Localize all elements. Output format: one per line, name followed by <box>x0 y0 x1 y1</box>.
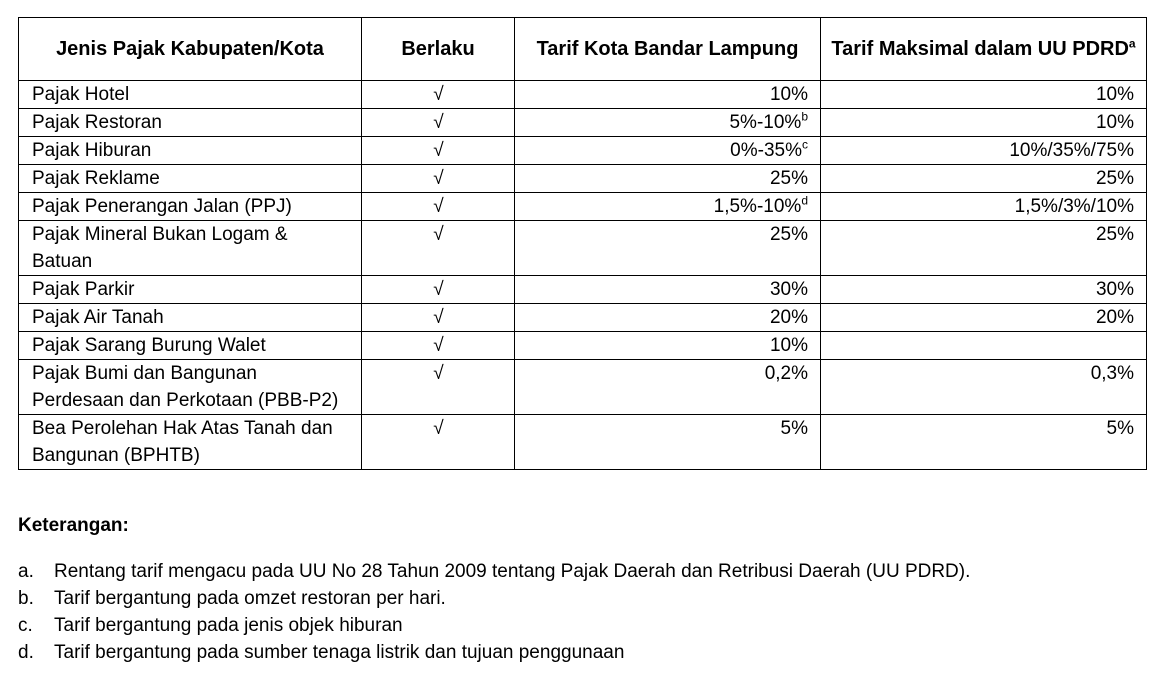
cell-tarif-kota <box>515 165 821 193</box>
cell-tarif-kota-value: 1,5%-10% <box>713 196 802 217</box>
cell-tarif-kota-value: 5% <box>780 418 808 439</box>
notes-section <box>18 512 1138 666</box>
table-row <box>19 276 1147 304</box>
cell-tarif-kota-footnote: c <box>802 137 808 152</box>
header-tarif-maksimal-text: Tarif Maksimal dalam UU PDRD <box>831 37 1129 60</box>
cell-berlaku: √ <box>362 81 515 109</box>
cell-jenis: Pajak Bumi dan Bangunan Perdesaan dan Perkotaan (PBB-P2) <box>19 360 362 415</box>
note-letter: c. <box>18 615 33 636</box>
table-row <box>19 109 1147 137</box>
table-row <box>19 304 1147 332</box>
header-berlaku: Berlaku <box>362 18 515 81</box>
cell-tarif-maksimal: 25% <box>821 165 1147 193</box>
note-text: Tarif bergantung pada sumber tenaga listrik dan tujuan penggunaan <box>54 642 625 663</box>
table-row <box>19 165 1147 193</box>
cell-tarif-kota-value: 25% <box>769 168 808 189</box>
table-row <box>19 81 1147 109</box>
cell-tarif-kota <box>515 221 821 276</box>
cell-jenis: Pajak Penerangan Jalan (PPJ) <box>19 193 362 221</box>
cell-tarif-kota <box>515 109 821 137</box>
cell-tarif-kota <box>515 276 821 304</box>
cell-berlaku: √ <box>362 415 515 470</box>
cell-tarif-kota <box>515 81 821 109</box>
cell-tarif-kota <box>515 332 821 360</box>
cell-tarif-maksimal: 1,5%/3%/10% <box>821 193 1147 221</box>
cell-berlaku: √ <box>362 193 515 221</box>
cell-tarif-kota-footnote: b <box>801 109 808 124</box>
cell-jenis: Pajak Reklame <box>19 165 362 193</box>
note-text: Tarif bergantung pada omzet restoran per hari. <box>54 588 446 609</box>
cell-tarif-kota-value: 0%-35% <box>730 140 802 161</box>
note-letter: a. <box>18 561 34 582</box>
cell-tarif-kota-value: 25% <box>769 224 808 245</box>
cell-tarif-kota-value: 30% <box>769 279 808 300</box>
header-jenis-pajak: Jenis Pajak Kabupaten/Kota <box>19 18 362 81</box>
cell-berlaku: √ <box>362 332 515 360</box>
header-tarif-maksimal <box>821 18 1147 81</box>
cell-jenis: Pajak Hiburan <box>19 137 362 165</box>
cell-tarif-maksimal: 10% <box>821 81 1147 109</box>
cell-tarif-maksimal: 30% <box>821 276 1147 304</box>
cell-jenis: Pajak Mineral Bukan Logam & Batuan <box>19 221 362 276</box>
cell-tarif-maksimal: 20% <box>821 304 1147 332</box>
cell-berlaku: √ <box>362 137 515 165</box>
cell-tarif-maksimal: 5% <box>821 415 1147 470</box>
table-row <box>19 137 1147 165</box>
cell-tarif-maksimal <box>821 332 1147 360</box>
cell-jenis: Pajak Restoran <box>19 109 362 137</box>
cell-berlaku: √ <box>362 276 515 304</box>
cell-tarif-kota <box>515 193 821 221</box>
cell-berlaku: √ <box>362 221 515 276</box>
cell-tarif-maksimal: 25% <box>821 221 1147 276</box>
note-text: Tarif bergantung pada jenis objek hiburan <box>54 615 403 636</box>
cell-tarif-kota-value: 20% <box>769 307 808 328</box>
tax-rate-table <box>18 17 1147 470</box>
cell-tarif-maksimal: 10% <box>821 109 1147 137</box>
cell-tarif-maksimal: 0,3% <box>821 360 1147 415</box>
cell-tarif-kota-value: 0,2% <box>764 363 808 384</box>
table-row <box>19 360 1147 415</box>
cell-tarif-kota <box>515 304 821 332</box>
header-tarif-kota: Tarif Kota Bandar Lampung <box>515 18 821 81</box>
cell-berlaku: √ <box>362 165 515 193</box>
cell-tarif-kota-value: 5%-10% <box>729 112 802 133</box>
header-tarif-maksimal-footnote: a <box>1128 35 1136 50</box>
note-item <box>18 639 1138 666</box>
cell-berlaku: √ <box>362 304 515 332</box>
note-item <box>18 612 1138 639</box>
cell-tarif-maksimal: 10%/35%/75% <box>821 137 1147 165</box>
notes-title: Keterangan: <box>18 515 129 536</box>
cell-berlaku: √ <box>362 360 515 415</box>
cell-tarif-kota <box>515 360 821 415</box>
table-row <box>19 332 1147 360</box>
cell-tarif-kota <box>515 415 821 470</box>
cell-tarif-kota-value: 10% <box>769 335 808 356</box>
cell-jenis: Pajak Air Tanah <box>19 304 362 332</box>
cell-jenis: Pajak Parkir <box>19 276 362 304</box>
table-row <box>19 415 1147 470</box>
note-text: Rentang tarif mengacu pada UU No 28 Tahun 2009 tentang Pajak Daerah dan Retribusi Daerah (UU PDRD). <box>54 561 971 582</box>
cell-tarif-kota-footnote: d <box>801 193 808 208</box>
cell-jenis: Bea Perolehan Hak Atas Tanah dan Bangunan (BPHTB) <box>19 415 362 470</box>
table-row <box>19 221 1147 276</box>
cell-tarif-kota <box>515 137 821 165</box>
cell-jenis: Pajak Sarang Burung Walet <box>19 332 362 360</box>
table-header-row <box>19 18 1147 81</box>
cell-jenis: Pajak Hotel <box>19 81 362 109</box>
note-letter: b. <box>18 588 34 609</box>
note-letter: d. <box>18 642 34 663</box>
note-item <box>18 585 1138 612</box>
cell-tarif-kota-value: 10% <box>769 84 808 105</box>
table-row <box>19 193 1147 221</box>
note-item <box>18 558 1138 585</box>
cell-berlaku: √ <box>362 109 515 137</box>
